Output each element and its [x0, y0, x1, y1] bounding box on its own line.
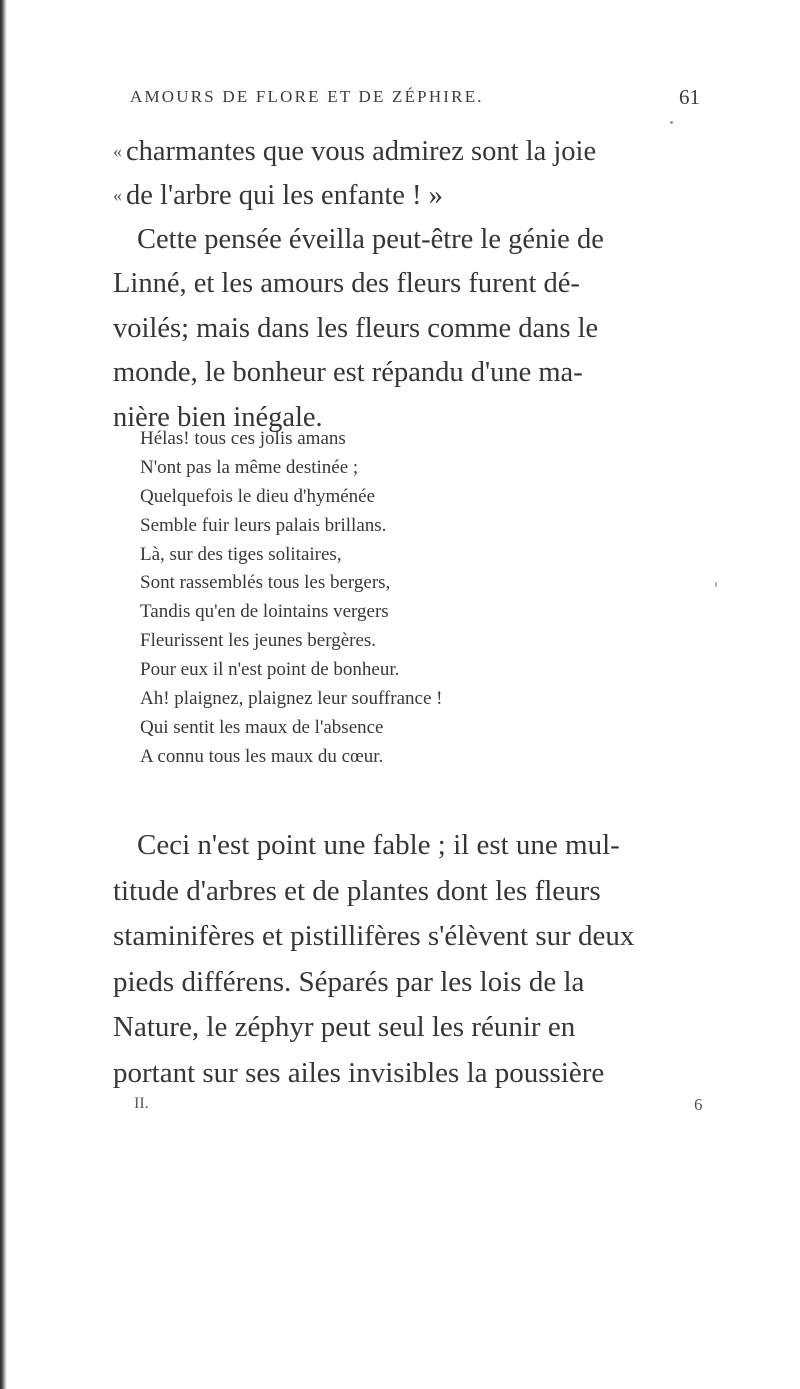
text-line: « charmantes que vous admirez sont la joie [113, 136, 597, 167]
text-line: portant sur ses ailes invisibles la poussière [113, 1056, 605, 1089]
poem-line: Là, sur des tiges solitaires, [140, 543, 342, 565]
text-line: Cette pensée éveilla peut-être le génie de [137, 223, 604, 255]
poem-line: Qui sentit les maux de l'absence [140, 716, 384, 738]
page-number: 61 [679, 85, 700, 109]
poem-line: N'ont pas la même destinée ; [140, 456, 359, 478]
running-title: AMOURS DE FLORE ET DE ZÉPHIRE. [130, 87, 484, 106]
poem-line: Pour eux il n'est point de bonheur. [140, 659, 400, 681]
paragraph-continuation [113, 173, 713, 440]
running-head [130, 87, 700, 113]
poem-line: Ah! plaignez, plaignez leur souffrance ! [140, 688, 443, 710]
paragraph-2 [113, 823, 713, 1097]
signature-mark: II. [134, 1095, 149, 1112]
poem-line: Semble fuir leurs palais brillans. [140, 514, 387, 536]
poem-line: Hélas! tous ces jolis amans [140, 428, 346, 449]
text-line: titude d'arbres et de plantes dont les fleurs [113, 874, 601, 907]
text-line: nière bien inégale. [113, 401, 323, 433]
poem-line: A connu tous les maux du cœur. [140, 745, 384, 767]
poem-line: Fleurissent les jeunes bergères. [140, 630, 377, 652]
text-line: Ceci n'est point une fable ; il est une mul- [137, 829, 620, 861]
poem-line: Sont rassemblés tous les bergers, [140, 572, 391, 594]
poem-line: Tandis qu'en de lointains vergers [140, 601, 389, 623]
text-line: Nature, le zéphyr peut seul les réunir en [113, 1011, 576, 1044]
poem-stanza [140, 425, 700, 772]
signature-number: 6 [694, 1095, 703, 1114]
ink-speck [670, 121, 673, 124]
text-line: voilés; mais dans les fleurs comme dans le [113, 312, 599, 344]
text-line: monde, le bonheur est répandu d'une ma- [113, 357, 583, 388]
text-line: pieds différens. Séparés par les lois de la [113, 965, 585, 998]
text-line: « de l'arbre qui les enfante ! » [113, 180, 443, 211]
poem-line: Quelquefois le dieu d'hyménée [140, 485, 376, 507]
text-line: staminifères et pistillifères s'élèvent sur deux [113, 920, 635, 953]
ink-speck [715, 582, 717, 587]
quote-mark: « [113, 185, 122, 205]
opening-lines [113, 129, 713, 174]
text-line: Linné, et les amours des fleurs furent dé- [113, 268, 580, 299]
quote-mark: « [113, 141, 122, 161]
